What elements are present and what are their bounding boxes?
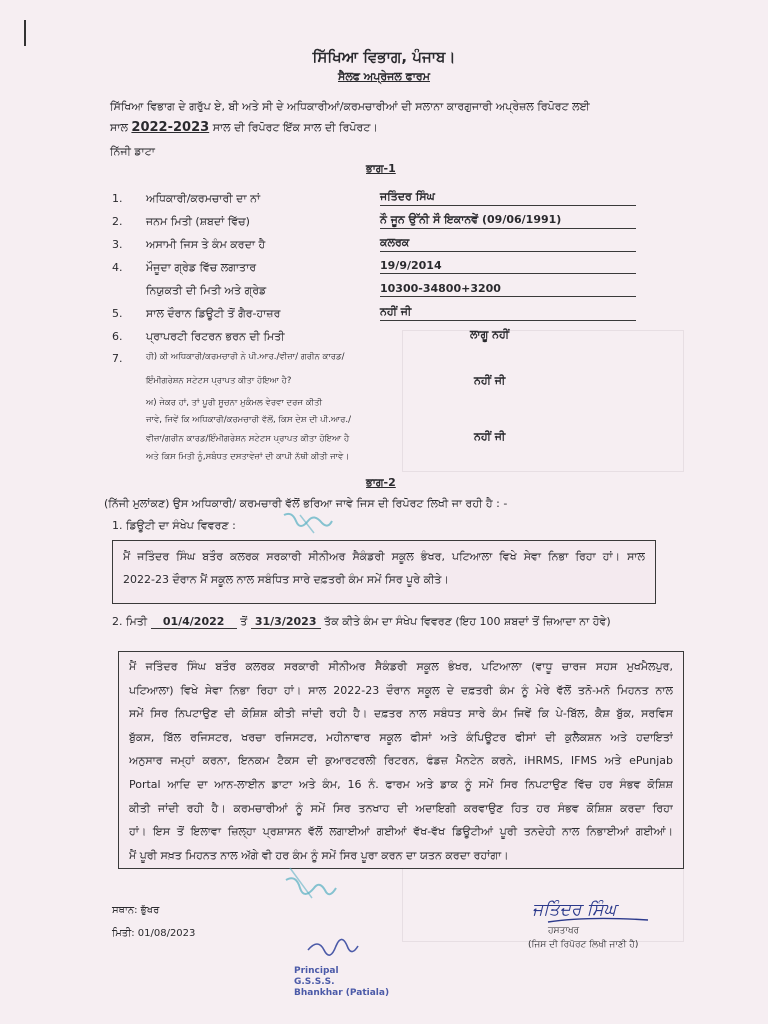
q7-line: ਇੰਮੀਗਰੇਸ਼ਨ ਸਟੇਟਸ ਪ੍ਰਾਪਤ ਕੀਤਾ ਹੋਇਆ ਹੈ? [146, 376, 292, 386]
q7-line: ਹੀ) ਕੀ ਅਧਿਕਾਰੀ/ਕਰਮਚਾਰੀ ਨੇ ਪੀ.ਆਰ./ਵੀਜ਼ਾ/ ਗਰੀਨ ਕਾਰਡ/ [146, 352, 345, 362]
row-number: 5. [112, 307, 123, 320]
q7-line: ਵੀਜ਼ਾ/ਗਰੀਨ ਕਾਰਡ/ਇੰਮੀਗਰੇਸ਼ਨ ਸਟੇਟਸ ਪ੍ਰਾਪਤ ਕੀਤਾ ਹੋਇਆ ਹੈ [146, 434, 350, 444]
page-title: ਸਿੱਖਿਆ ਵਿਭਾਗ, ਪੰਜਾਬ। [312, 48, 456, 66]
duty-summary-line: 2022-23 ਦੌਰਾਨ ਮੈਂ ਸਕੂਲ ਨਾਲ ਸਬੰਧਿਤ ਸਾਰੇ ਦਫ਼ਤਰੀ ਕੰਮ ਸਮੇਂ ਸਿਰ ਪੂਰੇ ਕੀਤੇ। [123, 573, 449, 586]
intro-suffix: ਸਾਲ ਦੀ ਰਿਪੋਰਟ ਇੱਕ ਸਾਲ ਦੀ ਰਿਪੋਰਟ। [212, 121, 378, 134]
work-summary-line: Portal ਆਦਿ ਦਾ ਆਨ-ਲਾਈਨ ਡਾਟਾ ਅਤੇ ਕੰਮ, 16 ਨੰ. ਫਾਰਮ ਅਤੇ ਡਾਕ ਨੂੰ ਸਮੇਂ ਸਿਰ ਨਿਪਟਾਉਣ ਵਿੱਚ ਹਰ ਸੰਭਵ ਕੋਸ਼ਿਸ਼ [129, 777, 673, 791]
q7-line: ਅਤੇ ਕਿਸ ਮਿਤੀ ਨੂੰ,ਸਬੰਧਤ ਦਸਤਾਵੇਜ਼ਾਂ ਦੀ ਕਾਪੀ ਨੱਥੀ ਕੀਤੀ ਜਾਵੇ। [146, 452, 350, 462]
q7-answer-b: ਨਹੀਂ ਜੀ [474, 430, 506, 443]
q7-number: 7. [112, 352, 123, 365]
period-from-date: 01/4/2022 [151, 615, 237, 629]
stamp-signature-scribble [308, 939, 358, 955]
row-label: ਨਿਯੁਕਤੀ ਦੀ ਮਿਤੀ ਅਤੇ ਗ੍ਰੇਡ [146, 284, 267, 297]
row-label: ਮੌਜੂਦਾ ਗ੍ਰੇਡ ਵਿੱਚ ਲਗਾਤਾਰ [146, 261, 257, 274]
duty-summary-line: ਮੈਂ ਜਤਿੰਦਰ ਸਿੰਘ ਬਤੌਰ ਕਲਰਕ ਸਰਕਾਰੀ ਸੀਨੀਅਰ ਸੈਕੰਡਰੀ ਸਕੂਲ ਭੰਖਰ, ਪਟਿਆਲਾ ਵਿਖੇ ਸੇਵਾ ਨਿਭਾ ਰਿਹਾ ਹਾਂ। ਸਾਲ [123, 550, 645, 563]
row-value: ਕਲਰਕ [380, 236, 636, 252]
form-subtitle: ਸੈਲਫ ਅਪ੍ਰੇਜਲ ਫਾਰਮ [338, 70, 430, 83]
row-number: 1. [112, 192, 123, 205]
stamp-line: Principal [294, 966, 339, 976]
part2-heading: ਭਾਗ-2 [366, 476, 396, 489]
row-number: 4. [112, 261, 123, 274]
row-number: 6. [112, 330, 123, 343]
work-summary-line: ਮੈਂ ਪੂਰੀ ਸਖ਼ਤ ਮਿਹਨਤ ਨਾਲ ਅੱਗੇ ਵੀ ਹਰ ਕੰਮ ਨੂੰ ਸਮੇਂ ਸਿਰ ਪੂਰਾ ਕਰਨ ਦਾ ਯਤਨ ਕਰਦਾ ਰਹਾਂਗਾ। [129, 848, 509, 862]
stamp-line: G.S.S.S. [294, 977, 335, 987]
signature [532, 900, 616, 920]
teal-initials-mark [286, 878, 336, 894]
row-value: ਜਤਿੰਦਰ ਸਿੰਘ [380, 190, 636, 206]
period-to-word: ਤੋਂ [240, 615, 248, 628]
work-summary-line: ਬੁੱਕਸ, ਬਿੱਲ ਰਜਿਸਟਰ, ਖਰਚਾ ਰਜਿਸਟਰ, ਮਹੀਨਾਵਾਰ ਸਕੂਲ ਫੀਸਾਂ ਅਤੇ ਕੰਪਿਊਟਰ ਫੀਸਾਂ ਦੀ ਕੁਲੈਕਸ਼ਨ ਅਤੇ ਹਦਾਇਤਾਂ [129, 730, 673, 744]
work-summary-line: ਅਨੁਸਾਰ ਜਮ੍ਹਾਂ ਕਰਨਾ, ਇਨਕਮ ਟੈਕਸ ਦੀ ਕੁਆਰਟਰਲੀ ਰਿਟਰਨ, ਫੰਡਜ਼ ਮੈਨਟੇਨ ਕਰਨੇ, iHRMS, IFMS ਅਤੇ ePunjab [129, 754, 673, 768]
section2-suffix: ਤੱਕ ਕੀਤੇ ਕੰਮ ਦਾ ਸੰਖੇਪ ਵਿਵਰਣ (ਇਹ 100 ਸ਼ਬਦਾਂ ਤੋਂ ਜ਼ਿਆਦਾ ਨਾ ਹੋਵੇ) [324, 615, 611, 628]
row-value: 10300-34800+3200 [380, 282, 636, 297]
q7-line: ਜਾਵੇ, ਜਿਵੇਂ ਕਿ ਅਧਿਕਾਰੀ/ਕਰਮਚਾਰੀ ਵੱਲੋਂ, ਕਿਸ ਦੇਸ਼ ਦੀ ਪੀ.ਆਰ./ [146, 415, 351, 425]
row-label: ਜਨਮ ਮਿਤੀ (ਸ਼ਬਦਾਂ ਵਿੱਚ) [146, 215, 250, 228]
report-year: 2022-2023 [131, 120, 210, 135]
teal-initials-mark [290, 868, 312, 898]
row-value: ਨੌ ਜੂਨ ਉੱਨੀ ਸੌ ਇਕਾਨਵੇਂ (09/06/1991) [380, 213, 636, 229]
work-summary-line: ਹਾਂ। ਇਸ ਤੋਂ ਇਲਾਵਾ ਜ਼ਿਲ੍ਹਾ ਪ੍ਰਸ਼ਾਸਨ ਵੱਲੋਂ ਲਗਾਈਆਂ ਗਈਆਂ ਵੱਖ-ਵੱਖ ਡਿਊਟੀਆਂ ਪੂਰੀ ਤਨਦੇਹੀ ਨਾਲ ਨਿਭਾਈਆਂ ਗਈਆਂ। [129, 825, 673, 839]
work-summary-line: ਮੈਂ ਜਤਿੰਦਰ ਸਿੰਘ ਬਤੌਰ ਕਲਰਕ ਸਰਕਾਰੀ ਸੀਨੀਅਰ ਸੈਕੰਡਰੀ ਸਕੂਲ ਭੰਖਰ, ਪਟਿਆਲਾ (ਵਾਧੂ ਚਾਰਜ ਸਹਸ ਮੁਖਮੈਲਪੁਰ, [129, 660, 673, 673]
row-label: ਅਧਿਕਾਰੀ/ਕਰਮਚਾਰੀ ਦਾ ਨਾਂ [146, 192, 261, 205]
work-summary-line: ਕੀਤੀ ਜਾਂਦੀ ਰਹੀ ਹੈ। ਕਰਮਚਾਰੀਆਂ ਨੂੰ ਸਮੇਂ ਸਿਰ ਤਨਖਾਹ ਦੀ ਅਦਾਇਗੀ ਕਰਵਾਉਣ ਹਿਤ ਹਰ ਸੰਭਵ ਕੋਸ਼ਿਸ਼ ਕਰਦਾ ਰਿਹਾ [129, 801, 673, 815]
date-field: ਮਿਤੀ: 01/08/2023 [112, 928, 196, 939]
q7-answer-a: ਨਹੀਂ ਜੀ [474, 374, 506, 387]
period-to-date: 31/3/2023 [251, 615, 321, 629]
row-value: ਲਾਗੂ ਨਹੀਂ [470, 328, 510, 341]
section2-prefix: 2. ਮਿਤੀ [112, 615, 148, 628]
part1-heading: ਭਾਗ-1 [366, 162, 396, 175]
row-value: ਨਹੀਂ ਜੀ [380, 305, 636, 321]
work-summary-line: ਪਟਿਆਲਾ) ਵਿਖੇ ਸੇਵਾ ਨਿਭਾ ਰਿਹਾ ਹਾਂ। ਸਾਲ 2022-23 ਦੌਰਾਨ ਸਕੂਲ ਦੇ ਦਫ਼ਤਰੀ ਕੰਮ ਨੂੰ ਮੇਰੇ ਵੱਲੋਂ ਤਨੋ-ਮਨੋ ਮਿਹਨਤ ਨਾਲ [129, 683, 673, 697]
work-summary-line: ਸਮੇਂ ਸਿਰ ਨਿਪਟਾਉਣ ਦੀ ਕੋਸ਼ਿਸ਼ ਕੀਤੀ ਜਾਂਦੀ ਰਹੀ ਹੈ। ਦਫ਼ਤਰ ਨਾਲ ਸਬੰਧਤ ਸਾਰੇ ਕੰਮ ਜਿਵੇਂ ਕਿ ਪੇ-ਬਿੱਲ, ਕੈਸ਼ ਬੁੱਕ, ਸਰਵਿਸ [129, 707, 673, 721]
row-label: ਸਾਲ ਦੌਰਾਨ ਡਿਊਟੀ ਤੋਂ ਗੈਰ-ਹਾਜ਼ਰ [146, 307, 281, 320]
section1-heading: 1. ਡਿਊਟੀ ਦਾ ਸੰਖੇਪ ਵਿਵਰਣ : [112, 519, 236, 532]
intro-line-1: ਸਿੱਖਿਆ ਵਿਭਾਗ ਦੇ ਗਰੁੱਪ ਏ, ਬੀ ਅਤੇ ਸੀ ਦੇ ਅਧਿਕਾਰੀਆਂ/ਕਰਮਚਾਰੀਆਂ ਦੀ ਸਲਾਨਾ ਕਾਰਗੁਜਾਰੀ ਅਪ੍ਰੇਜ਼ਲ ਰਿਪੋਰਟ ਲਈ [110, 100, 590, 113]
private-data-heading: ਨਿੱਜੀ ਡਾਟਾ [110, 145, 155, 158]
row-number: 3. [112, 238, 123, 251]
part2-intro: (ਨਿੱਜੀ ਮੁਲਾਂਕਣ) ਉਸ ਅਧਿਕਾਰੀ/ ਕਰਮਚਾਰੀ ਵੱਲੋਂ ਭਰਿਆ ਜਾਵੇ ਜਿਸ ਦੀ ਰਿਪੋਰਟ ਲਿਖੀ ਜਾ ਰਹੀ ਹੈ : - [104, 497, 508, 510]
principal-stamp [294, 966, 389, 999]
signature-title: ਹਸਤਾਖਰ [548, 926, 580, 936]
place-field: ਸਥਾਨ: ਭੁੱਖਰ [112, 905, 160, 916]
q7-line: ਅ) ਜੇਕਰ ਹਾਂ, ਤਾਂ ਪੂਰੀ ਸੂਚਨਾ ਮੁਕੰਮਲ ਵੇਰਵਾ ਦਰਜ ਕੀਤੀ [146, 398, 323, 408]
stamp-line: Bhankhar (Patiala) [294, 988, 390, 998]
signature-subtitle: (ਜਿਸ ਦੀ ਰਿਪੋਰਟ ਲਿਖੀ ਜਾਣੀ ਹੈ) [528, 940, 639, 950]
row-value: 19/9/2014 [380, 259, 636, 274]
intro-prefix: ਸਾਲ [110, 121, 128, 134]
row-label: ਅਸਾਮੀ ਜਿਸ ਤੇ ਕੰਮ ਕਰਦਾ ਹੈ [146, 238, 266, 251]
row-label: ਪ੍ਰਾਪਰਟੀ ਰਿਟਰਨ ਭਰਨ ਦੀ ਮਿਤੀ [146, 330, 285, 343]
signature-handwriting: ਜਤਿੰਦਰ ਸਿੰਘ [532, 900, 617, 920]
row-number: 2. [112, 215, 123, 228]
